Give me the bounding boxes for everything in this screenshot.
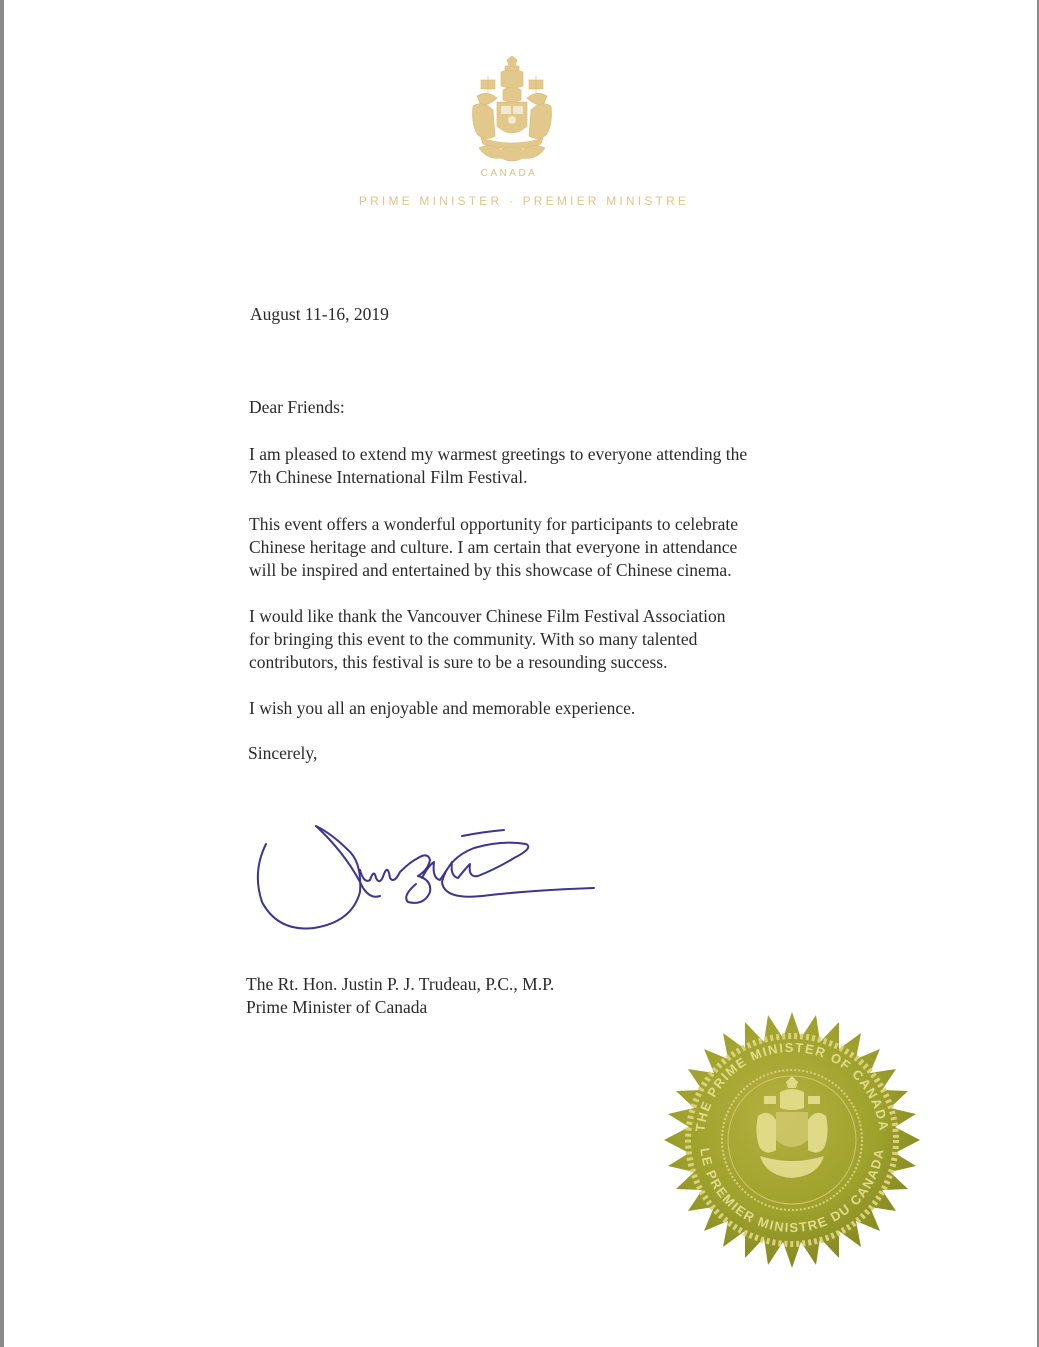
paragraph-4	[249, 697, 809, 720]
seal-outer-text: THE PRIME MINISTER OF CANADA	[692, 1039, 892, 1133]
signatory-title: Prime Minister of Canada	[246, 997, 428, 1017]
letter-date: August 11-16, 2019	[250, 304, 389, 324]
paragraph-line: contributors, this festival is sure to be a resounding success.	[249, 652, 668, 672]
paragraph-2	[249, 513, 809, 582]
paragraph-line: This event offers a wonderful opportunity for participants to celebrate	[249, 514, 739, 534]
paragraph-line: I would like thank the Vancouver Chinese Film Festival Association	[249, 606, 726, 626]
paragraph-line: for bringing this event to the community. With so many talented	[249, 629, 698, 649]
paragraph-line: Chinese heritage and culture. I am certain that everyone in attendance	[249, 537, 738, 557]
paragraph-line: will be inspired and entertained by this showcase of Chinese cinema.	[249, 560, 732, 580]
coat-of-arms-icon	[467, 56, 557, 168]
gold-seal-icon	[664, 1012, 920, 1268]
letterhead-title: PRIME MINISTER · PREMIER MINISTRE	[358, 194, 690, 208]
paragraph-line: 7th Chinese International Film Festival.	[249, 467, 528, 487]
handwritten-signature-icon	[252, 822, 602, 934]
salutation: Dear Friends:	[249, 397, 345, 417]
paragraph-line: I am pleased to extend my warmest greetings to everyone attending the	[249, 444, 748, 464]
signature-block	[246, 973, 554, 1019]
paragraph-3	[249, 605, 809, 674]
crest-label: CANADA	[480, 168, 538, 179]
paragraph-1	[249, 443, 809, 489]
signatory-name: The Rt. Hon. Justin P. J. Trudeau, P.C., M.P.	[246, 974, 555, 994]
paragraph-line: I wish you all an enjoyable and memorable experience.	[249, 698, 636, 718]
closing: Sincerely,	[248, 743, 318, 763]
seal-inner-text: LE PREMIER MINISTRE DU CANADA	[697, 1146, 887, 1236]
